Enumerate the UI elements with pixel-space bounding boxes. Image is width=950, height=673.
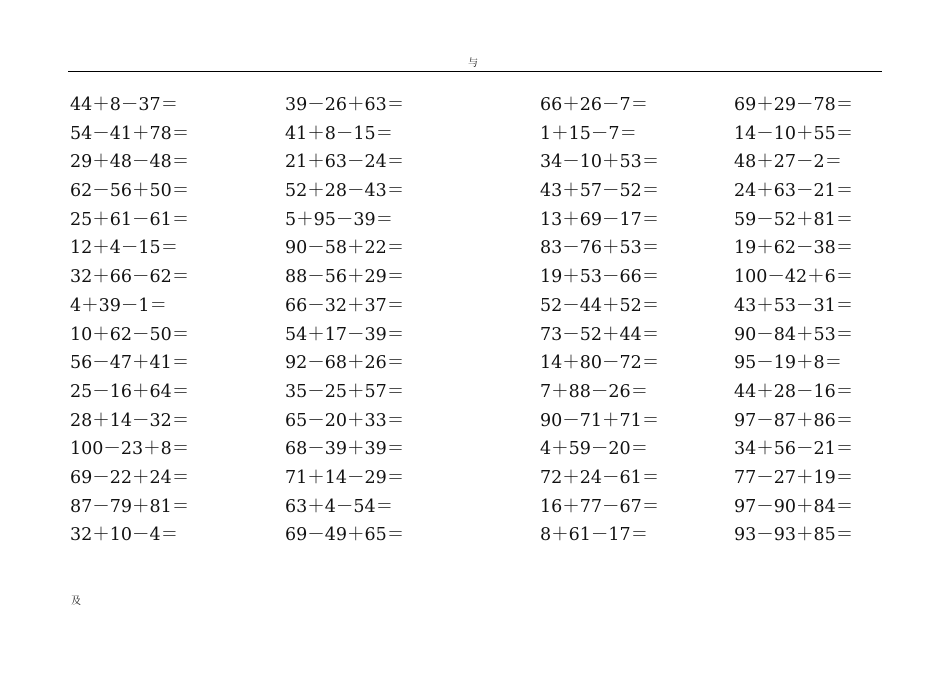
math-problem: 19＋53－66＝ xyxy=(540,267,660,288)
math-problem: 52－44＋52＝ xyxy=(540,295,660,316)
math-problem: 44＋8－37＝ xyxy=(70,95,179,115)
math-problem: 97－90＋84＝ xyxy=(734,496,854,517)
math-problem: 54－41＋78＝ xyxy=(70,123,190,144)
problem-column-4 xyxy=(734,94,853,553)
math-problem: 54＋17－39＝ xyxy=(285,324,405,345)
math-problem: 41＋8－15＝ xyxy=(285,123,394,144)
math-problem: 13＋69－17＝ xyxy=(540,209,660,230)
footer-text: 及 xyxy=(71,596,81,607)
math-problem: 24＋63－21＝ xyxy=(734,181,854,202)
math-problem: 19＋62－38＝ xyxy=(734,238,854,259)
math-problem: 34＋56－21＝ xyxy=(734,439,854,460)
math-problem: 52＋28－43＝ xyxy=(285,181,405,202)
math-problem: 92－68＋26＝ xyxy=(285,353,405,374)
math-problem: 1＋15－7＝ xyxy=(540,123,638,144)
math-problem: 14－10＋55＝ xyxy=(734,123,854,144)
math-problem: 25－16＋64＝ xyxy=(70,381,190,402)
math-problem: 66－32＋37＝ xyxy=(285,295,405,316)
math-problem: 87－79＋81＝ xyxy=(70,496,190,517)
math-problem: 72＋24－61＝ xyxy=(540,467,660,488)
math-problem: 93－93＋85＝ xyxy=(734,525,854,546)
math-problem: 48＋27－2＝ xyxy=(734,152,843,173)
math-problem: 100－23＋8＝ xyxy=(70,439,190,460)
math-problem: 44＋28－16＝ xyxy=(734,381,854,402)
math-problem: 69－22＋24＝ xyxy=(70,467,190,488)
header-rule xyxy=(68,71,882,72)
problem-column-2 xyxy=(285,94,404,553)
header-text: 与 xyxy=(468,58,478,69)
math-problem: 32＋10－4＝ xyxy=(70,525,179,546)
problem-column-3 xyxy=(540,94,659,553)
math-problem: 25＋61－61＝ xyxy=(70,209,190,230)
math-problem: 43＋53－31＝ xyxy=(734,295,854,316)
math-problem: 39－26＋63＝ xyxy=(285,95,405,115)
math-problem: 100－42＋6＝ xyxy=(734,267,854,288)
problem-column-1 xyxy=(70,94,189,553)
math-problem: 34－10＋53＝ xyxy=(540,152,660,173)
math-problem: 71＋14－29＝ xyxy=(285,467,405,488)
math-problem: 10＋62－50＝ xyxy=(70,324,190,345)
math-problem: 62－56＋50＝ xyxy=(70,181,190,202)
math-problem: 90－58＋22＝ xyxy=(285,238,405,259)
math-problem: 7＋88－26＝ xyxy=(540,381,649,402)
math-problem: 90－84＋53＝ xyxy=(734,324,854,345)
math-problem: 16＋77－67＝ xyxy=(540,496,660,517)
math-problem: 43＋57－52＝ xyxy=(540,181,660,202)
math-problem: 59－52＋81＝ xyxy=(734,209,854,230)
math-problem: 63＋4－54＝ xyxy=(285,496,394,517)
math-problem: 88－56＋29＝ xyxy=(285,267,405,288)
math-problem: 97－87＋86＝ xyxy=(734,410,854,431)
math-problem: 69＋29－78＝ xyxy=(734,95,854,115)
math-problem: 5＋95－39＝ xyxy=(285,209,394,230)
math-problem: 21＋63－24＝ xyxy=(285,152,405,173)
math-problem: 73－52＋44＝ xyxy=(540,324,660,345)
math-problem: 65－20＋33＝ xyxy=(285,410,405,431)
math-problem: 77－27＋19＝ xyxy=(734,467,854,488)
math-problem: 8＋61－17＝ xyxy=(540,525,649,546)
math-problem: 68－39＋39＝ xyxy=(285,439,405,460)
math-problem: 12＋4－15＝ xyxy=(70,238,179,259)
math-problem: 32＋66－62＝ xyxy=(70,267,190,288)
math-problem: 4＋39－1＝ xyxy=(70,295,168,316)
math-problem: 29＋48－48＝ xyxy=(70,152,190,173)
math-problem: 95－19＋8＝ xyxy=(734,353,843,374)
math-problem: 69－49＋65＝ xyxy=(285,525,405,546)
math-problem: 28＋14－32＝ xyxy=(70,410,190,431)
math-problem: 83－76＋53＝ xyxy=(540,238,660,259)
math-problem: 4＋59－20＝ xyxy=(540,439,649,460)
math-problem: 56－47＋41＝ xyxy=(70,353,190,374)
math-problem: 35－25＋57＝ xyxy=(285,381,405,402)
math-problem: 90－71＋71＝ xyxy=(540,410,660,431)
math-problem: 66＋26－7＝ xyxy=(540,95,649,115)
math-problem: 14＋80－72＝ xyxy=(540,353,660,374)
